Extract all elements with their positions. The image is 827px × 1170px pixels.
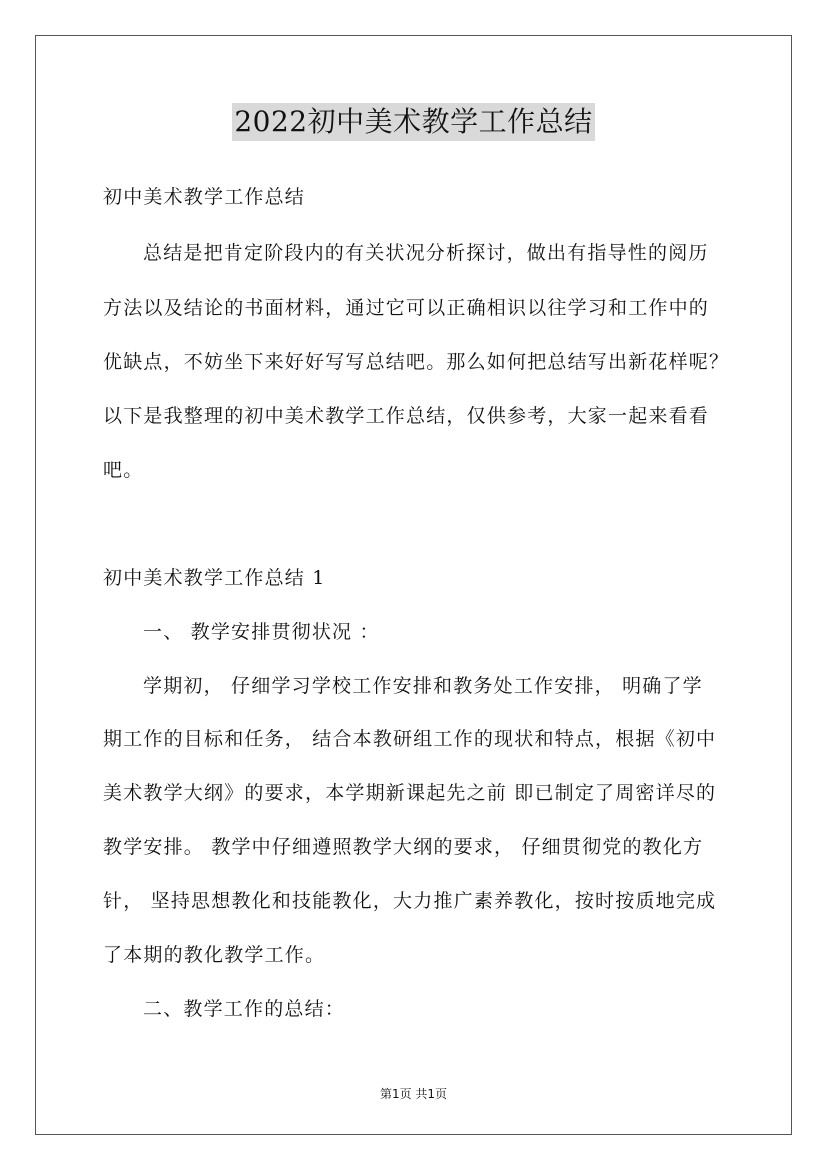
subheading-1: 一、 教学安排贯彻状况 ：: [143, 621, 380, 643]
intro-line-3: 优缺点，不妨坐下来好好写写总结吧。那么如何把总结写出新花样呢？: [103, 351, 730, 373]
para1-line-4: 教学安排。 教学中仔细遵照教学大纲的要求， 仔细贯彻党的教化方: [103, 836, 704, 858]
intro-line-4: 以下是我整理的初中美术教学工作总结，仅供参考，大家一起来看看: [103, 405, 710, 427]
para1-line-1: 学期初， 仔细学习学校工作安排和教务处工作安排， 明确了学: [143, 675, 703, 697]
page-footer: 第1页 共1页: [379, 1087, 448, 1101]
para1-line-3: 美术教学大纲》的要求，本学期新课起先之前 即已制定了周密详尽的: [103, 782, 717, 804]
subheading-2: 二、教学工作的总结：: [143, 998, 346, 1020]
para1-line-6: 了本期的教化教学工作。: [103, 944, 326, 966]
para1-line-5: 针， 坚持思想教化和技能教化，大力推广素养教化，按时按质地完成: [103, 890, 717, 912]
document-title: 2022初中美术教学工作总结: [232, 103, 594, 141]
para1-line-2: 期工作的目标和任务， 结合本教研组工作的现状和特点，根据《初中: [103, 728, 717, 750]
section-heading-1: 初中美术教学工作总结 1: [103, 567, 326, 589]
subtitle: 初中美术教学工作总结: [103, 186, 306, 208]
intro-line-5: 吧。: [103, 459, 144, 481]
intro-line-1: 总结是把肯定阶段内的有关状况分析探讨，做出有指导性的阅历: [143, 242, 709, 264]
title-container: [0, 103, 827, 141]
intro-line-2: 方法以及结论的书面材料，通过它可以正确相识以往学习和工作中的: [103, 297, 710, 319]
